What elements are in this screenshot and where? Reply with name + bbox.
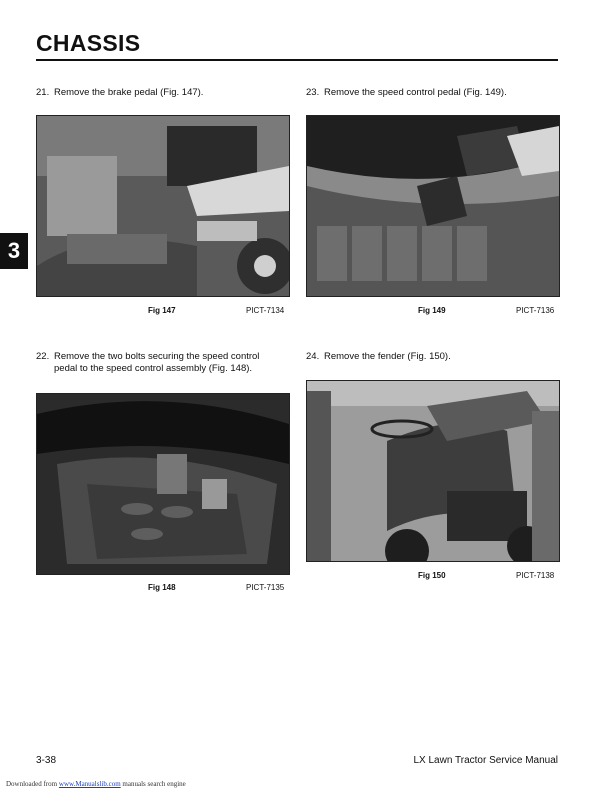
fig-148-pict: PICT-7135 <box>246 583 285 592</box>
step-text: Remove the brake pedal (Fig. 147). <box>54 87 204 98</box>
manual-title: LX Lawn Tractor Service Manual <box>413 755 558 766</box>
fig-150-label: Fig 150 <box>418 571 446 580</box>
fig-149-photo <box>306 115 560 297</box>
step-text: Remove the speed control pedal (Fig. 149). <box>324 87 507 98</box>
fig-149-label: Fig 149 <box>418 306 446 315</box>
fig-147-label: Fig 147 <box>148 306 176 315</box>
step-21 <box>36 87 203 99</box>
manualslib-link[interactable]: www.Manualslib.com <box>58 780 121 788</box>
step-number: 24. <box>306 351 320 362</box>
download-prefix: Downloaded from <box>6 780 58 788</box>
page-number: 3-38 <box>36 755 57 766</box>
fig-147-pict: PICT-7134 <box>246 306 285 315</box>
step-23 <box>306 87 507 99</box>
download-notice <box>6 780 186 788</box>
fig-147-photo <box>36 115 290 297</box>
title-rule <box>36 59 558 61</box>
page-title: CHASSIS <box>36 30 141 56</box>
step-number: 22. <box>36 351 50 362</box>
step-text-line1: Remove the two bolts securing the speed control <box>54 351 260 362</box>
step-24 <box>306 351 451 363</box>
step-22 <box>36 351 259 375</box>
chapter-tab: 3 <box>0 233 28 269</box>
download-suffix: manuals search engine <box>122 780 186 788</box>
fig-150-pict: PICT-7138 <box>516 571 555 580</box>
step-text-line2: pedal to the speed control assembly (Fig. 148). <box>54 363 253 374</box>
step-number: 23. <box>306 87 320 98</box>
step-number: 21. <box>36 87 50 98</box>
step-text: Remove the fender (Fig. 150). <box>324 351 451 362</box>
fig-150-photo <box>306 380 560 562</box>
fig-149-pict: PICT-7136 <box>516 306 555 315</box>
fig-148-photo <box>36 393 290 575</box>
fig-148-label: Fig 148 <box>148 583 176 592</box>
